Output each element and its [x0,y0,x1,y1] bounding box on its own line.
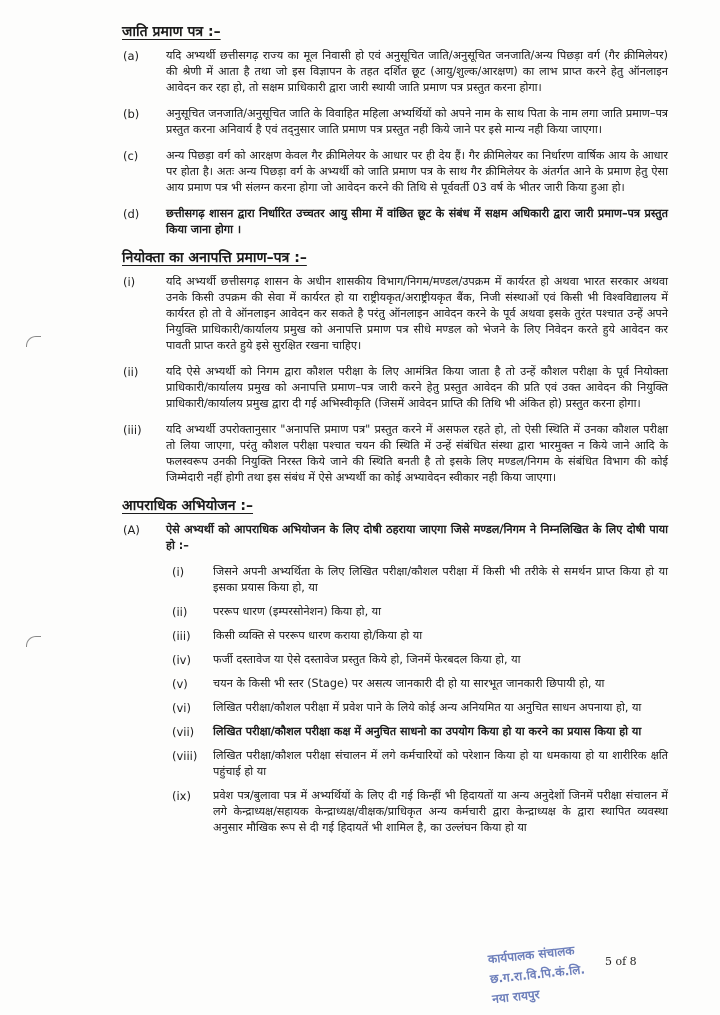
sub-list-item [0,700,720,716]
list-item [0,106,720,138]
sub-item-label: (iv) [172,653,191,667]
list-item [0,48,720,96]
item-label: (d) [123,207,140,221]
sub-item-label: (viii) [172,749,198,763]
sub-item-text: पररूप धारण (इम्परसोनेशन) किया हो, या [213,605,382,618]
item-label: (b) [123,107,140,121]
sub-item-text: जिसने अपनी अभ्यर्थिता के लिए लिखित परीक्षा/कौशल परीक्षा में किसी भी तरीके से समर्थन प्राप्त किया हो या इसका प्रयास किया हो, या [213,565,668,594]
section-title-criminal-prosecution: आपराधिक अभियोजन :– [122,498,254,514]
sub-item-text: लिखित परीक्षा/कौशल परीक्षा कक्ष में अनुचित साधनो का उपयोग किया हो या करने का प्रयास किया हो या [213,725,642,738]
item-text: यदि अभ्यर्थी छत्तीसगढ़ राज्य का मूल निवासी हो एवं अनुसूचित जाति/अनुसूचित जनजाति/अन्य पिछड़ा वर्ग (गैर क्रीमिलेयर) की श्रेणी में आता है तथा जो इस विज्ञापन के तहत दर्शित छूट (आयु/शुल्क/आरक्षण) का लाभ प्राप्त करने हेतु ऑनलाइन आवेदन कर रहा हो, तो सक्षम प्राधिकारी द्वारा जारी स्थायी जाति प्रमाण पत्र प्रस्तुत करना होगा। [166,49,668,94]
sub-item-label: (v) [172,677,188,691]
section-title-noc: नियोक्ता का अनापत्ति प्रमाण–पत्र :– [122,250,307,266]
sub-item-text: चयन के किसी भी स्तर (Stage) पर असत्य जानकारी दी हो या सारभूत जानकारी छिपायी हो, या [213,677,605,690]
item-label: (ii) [123,365,139,379]
sub-item-text: फर्जी दस्तावेज या ऐसे दस्तावेज प्रस्तुत किये हो, जिनमें फेरबदल किया हो, या [213,653,521,666]
sub-list-item [0,788,720,836]
list-item [0,364,720,412]
item-label: (a) [123,49,140,63]
stamp-line: नया रायपुर [491,987,541,1007]
sub-item-text: प्रवेश पत्र/बुलावा पत्र में अभ्यर्थियों के लिए दी गई किन्हीं भी हिदायतों या अन्य अनुदेशों जिनमें परीक्षा संचालन में लगे केन्द्राध्यक्ष/सहायक केन्द्राध्यक्ष/वीक्षक/प्राधिकृत अन्य कर्मचारी द्वारा केन्द्राध्यक्ष के द्वारा स्थापित व्यवस्था अनुसार मौखिक रूप से दी गई हिदायतें भी शामिल है, का उल्लंघन किया हो या [213,789,668,834]
section-title-caste-certificate: जाति प्रमाण पत्र :– [122,24,221,40]
item-text: अन्य पिछड़ा वर्ग को आरक्षण केवल गैर क्रीमिलेयर के आधार पर ही देय हैं। गैर क्रीमिलेयर का निर्धारण वार्षिक आय के आधार पर होता है। अतः अन्य पिछड़ा वर्ग के अभ्यर्थी को जाति प्रमाण पत्र के साथ गैर क्रीमिलेयर के अंतर्गत आने के प्रमाण हेतु ऐसा आय प्रमाण पत्र भी संलग्न करना होगा जो आवेदन करने की तिथि से पूर्ववर्ती 03 वर्ष के भीतर जारी किया हुआ हो। [166,149,668,194]
sub-item-label: (ii) [172,605,188,619]
sub-list-item [0,628,720,644]
sub-list-item [0,748,720,780]
item-label: (iii) [123,423,142,437]
sub-list-item [0,564,720,596]
item-text: छत्तीसगढ़ शासन द्वारा निर्धारित उच्चतर आयु सीमा में वांछित छूट के संबंध में सक्षम अधिकारी द्वारा जारी प्रमाण–पत्र प्रस्तुत किया जाना होगा । [166,207,668,236]
sub-item-text: लिखित परीक्षा/कौशल परीक्षा में प्रवेश पाने के लिये कोई अन्य अनियमित या अनुचित साधन अपनाया हो, या [213,701,642,714]
list-item [0,522,720,554]
list-item [0,422,720,486]
stamp-line: कार्यपालक संचालक [487,943,576,967]
sub-item-text: किसी व्यक्ति से पररूप धारण कराया हो/किया हो या [213,629,423,642]
sub-item-label: (i) [172,565,185,579]
item-text: ऐसे अभ्यर्थी को आपराधिक अभियोजन के लिए दोषी ठहराया जाएगा जिसे मण्डल/निगम ने निम्नलिखित के लिए दोषी पाया हो :– [166,523,668,552]
sub-list-item [0,724,720,740]
item-label: (A) [123,523,140,537]
item-text: अनुसूचित जनजाति/अनुसूचित जाति के विवाहित महिला अभ्यर्थियों को अपने नाम के साथ पिता के नाम लगा जाति प्रमाण–पत्र प्रस्तुत करना अनिवार्य है एवं तद्नुसार जाति प्रमाण पत्र प्रस्तुत नही किये जाने पर इसे मान्य नही किया जाएगा। [166,107,668,136]
official-stamp [487,935,633,1015]
item-text: यदि अभ्यर्थी छत्तीसगढ़ शासन के अधीन शासकीय विभाग/निगम/मण्डल/उपक्रम में कार्यरत हो अथवा भारत सरकार अथवा उनके किसी उपक्रम की सेवा में कार्यरत हो या राष्ट्रीयकृत/अराष्ट्रीयकृत बैंक, निजी संस्थाओं एवं किसी भी विश्वविद्यालय में कार्यरत हो तो वे ऑनलाइन आवेदन कर सकते है परंतु ऑनलाइन आवेदन करने के पूर्व अथवा इसके तुरंत पश्चात उन्हें अपने नियुक्ति प्राधिकारी/कार्यालय प्रमुख को अनापत्ति प्रमाण पत्र सीधे मण्डल को भेजने के लिए निवेदन करते हुये आवेदन कर पावती प्राप्त करते हुये इसे सुरक्षित रखना चाहिए। [166,275,668,352]
sub-list-item [0,604,720,620]
sub-item-label: (vii) [172,725,195,739]
sub-item-label: (vi) [172,701,191,715]
item-label: (i) [123,275,136,289]
sub-item-label: (ix) [172,789,191,803]
stamp-line: छ.ग.रा.वि.पि.कं.लि. [489,962,586,987]
item-label: (c) [123,149,139,163]
list-item [0,274,720,354]
list-item [0,148,720,196]
sub-item-text: लिखित परीक्षा/कौशल परीक्षा संचालन में लगे कर्मचारियों को परेशान किया हो या धमकाया हो या शारीरिक क्षति पहुंचाई हो या [213,749,668,778]
page-number: 5 of 8 [605,955,637,968]
item-text: यदि अभ्यर्थी उपरोक्तानुसार "अनापत्ति प्रमाण पत्र" प्रस्तुत करने में असफल रहते हो, तो ऐसी स्थिति में उनका कौशल परीक्षा तो लिया जाएगा, परंतु कौशल परीक्षा पश्चात चयन की स्थिति में उन्हें संबंधित संस्था द्वारा भारमुक्त न किये जाने आदि के फलस्वरूप उनकी नियुक्ति निरस्त किये जाने की स्थिति बनती है तो इसके लिए मण्डल/निगम के संबंधित विभाग की कोई जिम्मेदारी नहीं होगी तथा इस संबंध में ऐसे अभ्यर्थी का कोई अभ्यावेदन स्वीकार नही किया जाएगा। [166,423,668,484]
item-text: यदि ऐसे अभ्यर्थी को निगम द्वारा कौशल परीक्षा के लिए आमंत्रित किया जाता है तो उन्हें कौशल परीक्षा के पूर्व नियोक्ता प्राधिकारी/कार्यालय प्रमुख को अनापत्ति प्रमाण–पत्र जारी करने हेतु प्रस्तुत आवेदन की प्रति एवं उक्त आवेदन की नियुक्ति प्राधिकारी/कार्यालय प्रमुख द्वारा दी गई अभिस्वीकृति (जिसमें आवेदन प्राप्ति की तिथि भी अंकित हो) प्रस्तुत करना होगा। [166,365,668,410]
sub-list-item [0,676,720,692]
sub-list-item [0,652,720,668]
list-item [0,206,720,238]
document-body [0,12,720,844]
sub-item-label: (iii) [172,629,191,643]
